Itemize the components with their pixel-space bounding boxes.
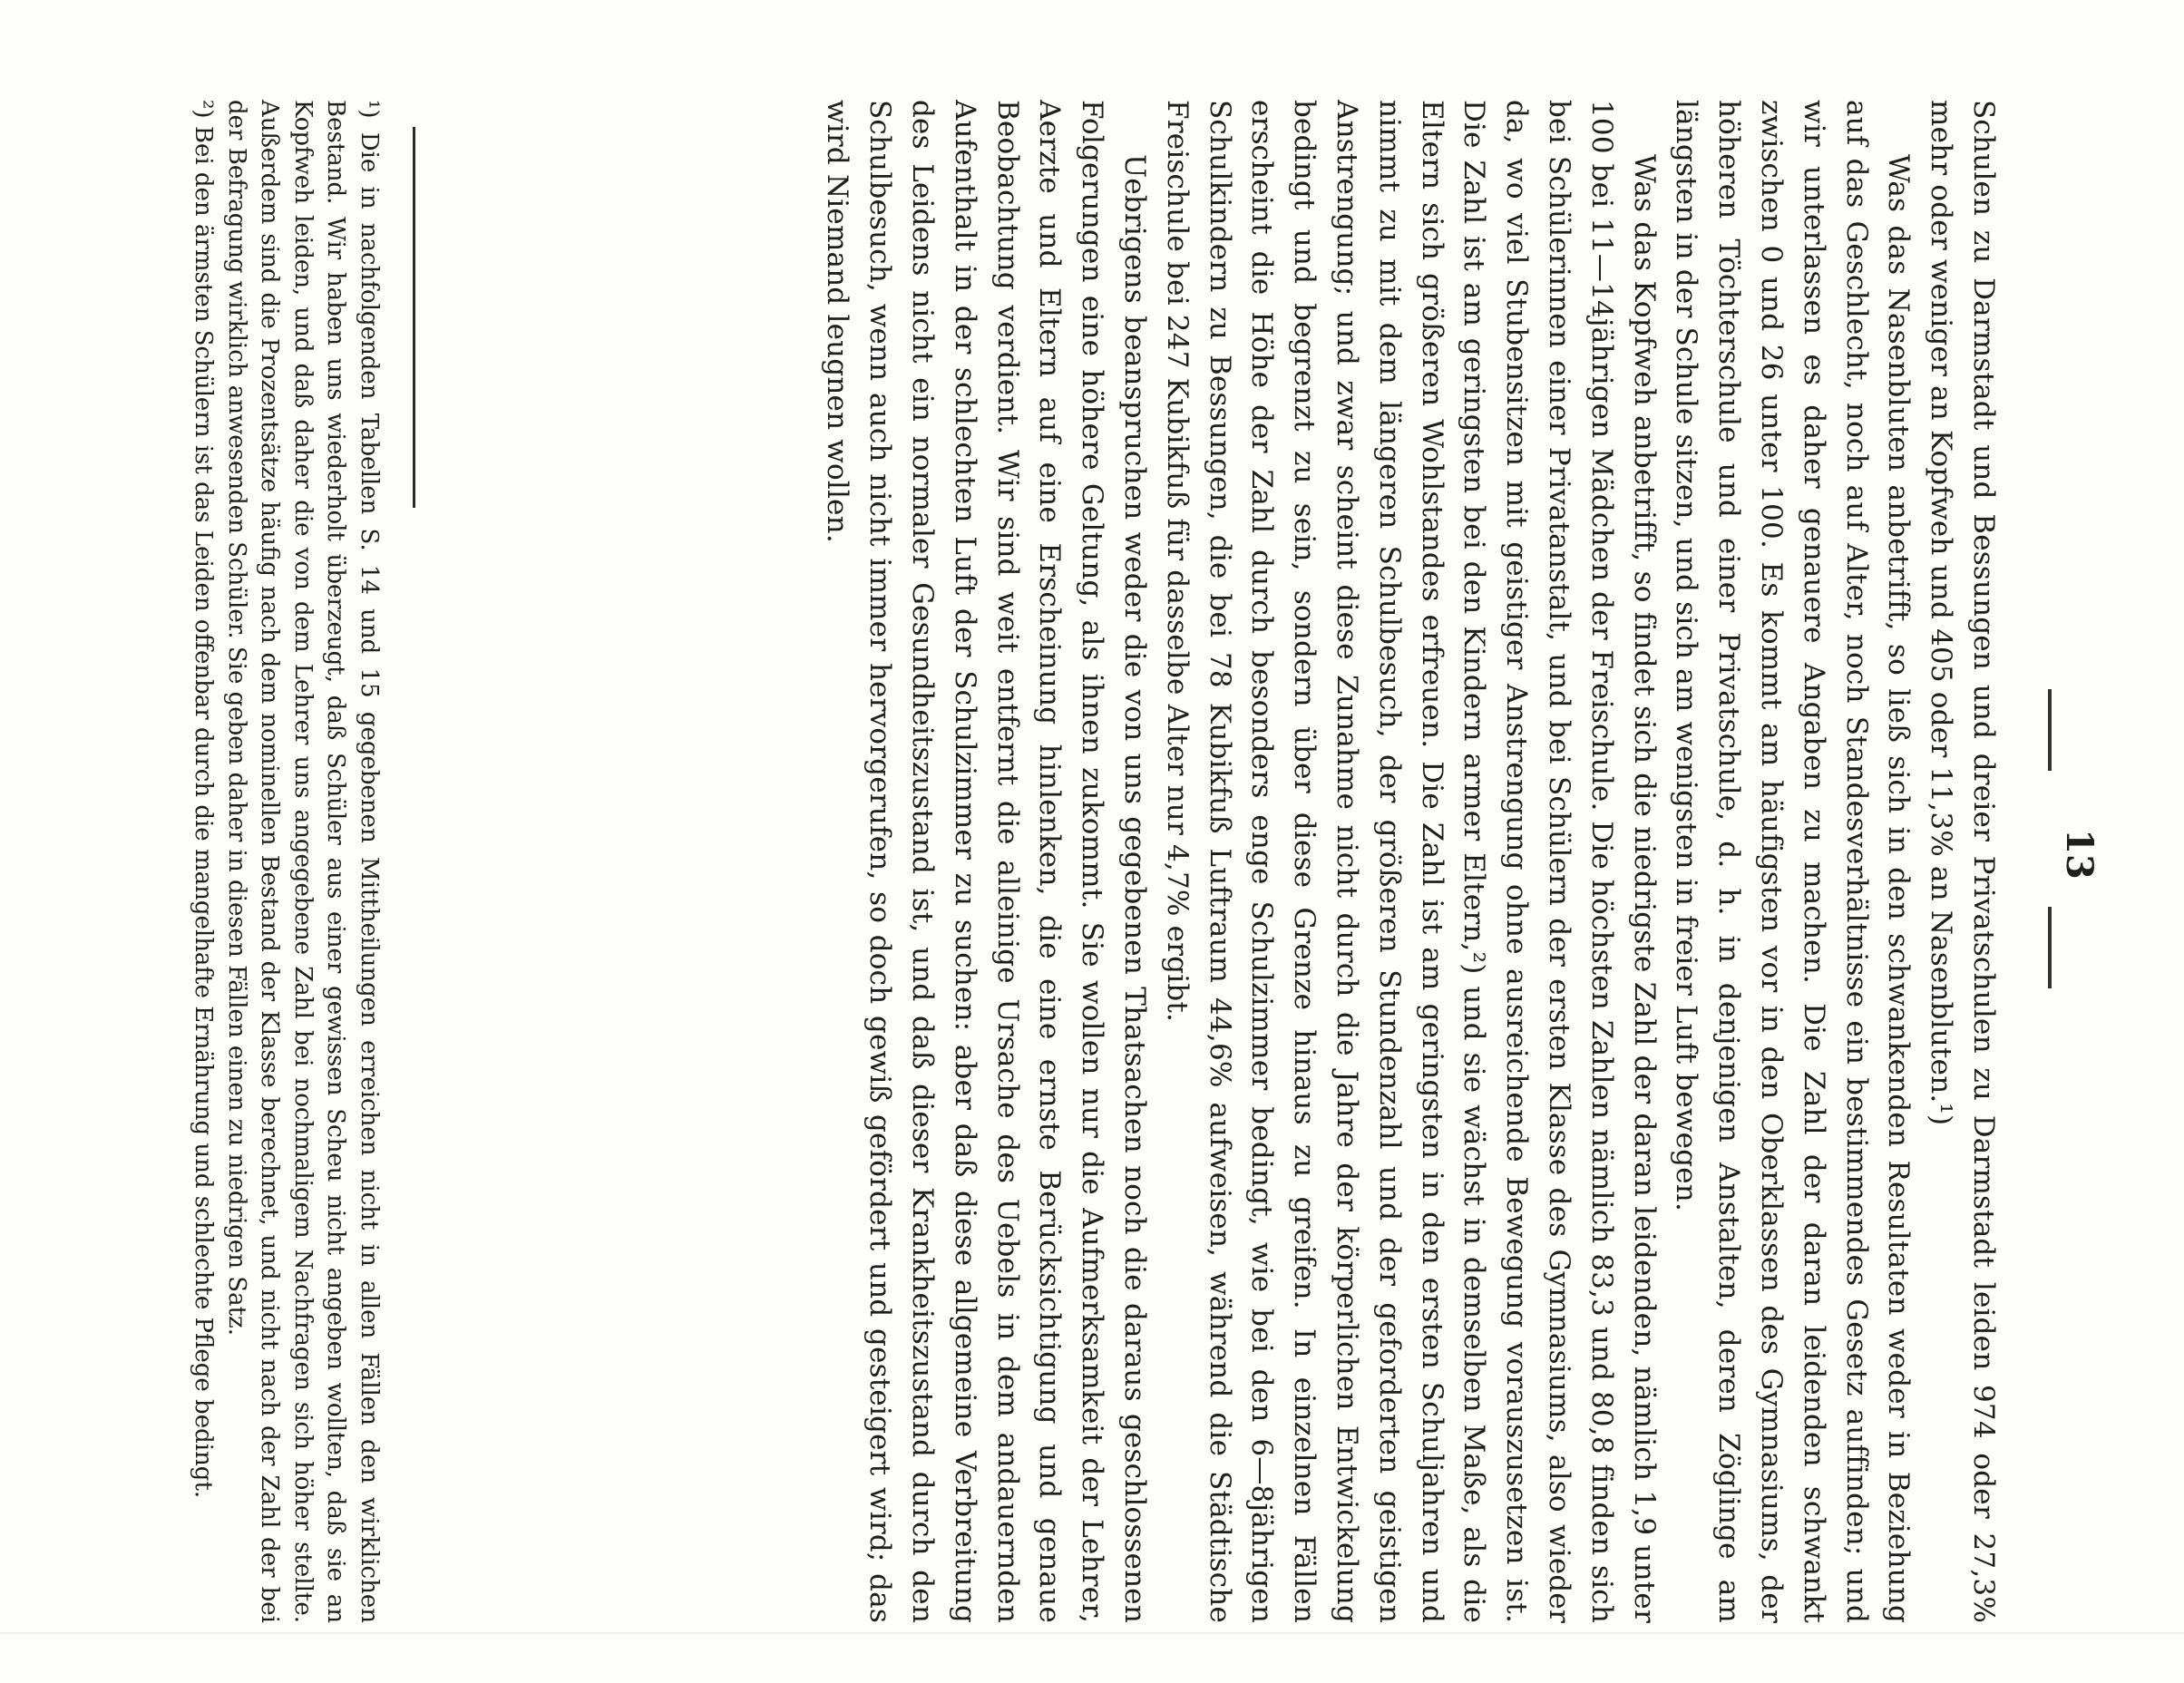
footnote-1: ¹) Die in nachfolgenden Tabellen S. 14 und 15 gegebenen Mittheilungen erreichen nicht in allen Fällen den wirklichen Bestand. Wir haben uns wiederholt überzeugt, daß Schüler aus einer gewissen Scheu nicht angeben wollten, daß sie an Kopfweh leiden, und daß daher die von dem Lehrer uns angegebene Zahl bei nochmaligem Nachfragen sich höher stellte. Außerdem sind die Prozentsätze häufig nach dem nominellen Bestand der Klasse berechnet, und nicht nach der Zahl der bei der Befragung wirklich anwesenden Schüler. Sie geben daher in diesen Fällen einen zu niedrigen Satz. [223,100,383,1623]
page-number-dash-left [2048,907,2052,988]
page-number-dash-right [2048,689,2052,771]
paragraph-3: Was das Kopfweh anbetrifft, so findet sich die niedrigste Zahl der daran leidenden, nämlich 1,9 unter 100 bei 11—14jährigen Mädchen der Freischule. Die höchsten Zahlen nämlich 83,3 und 80,8 finden sich bei Schülerinnen einer Privatanstalt, und bei Schülern der ersten Klasse des Gymnasiums, also wieder da, wo viel Stubensitzen mit geistiger Anstrengung ohne ausreichende Bewegung vorauszusetzen ist. Die Zahl ist am geringsten bei den Kindern armer Eltern,²) und sie wächst in demselben Maße, als die Eltern sich größeren Wohlstandes erfreuen. Die Zahl ist am geringsten in den ersten Schuljahren und nimmt zu mit dem längeren Schulbesuch, der größeren Stundenzahl und der geforderten geistigen Anstrengung; und zwar scheint diese Zunahme nicht durch die Jahre der körperlichen Entwickelung bedingt und begrenzt zu sein, sondern über diese Grenze hinaus zu greifen. In einzelnen Fällen erscheint die Höhe der Zahl durch besonders enge Schulzimmer bedingt, wie bei den 6—8jährigen Schulkindern zu Bessungen, die bei 78 Kubikfuß Luftraum 44,6% aufweisen, während die Städtische Freischule bei 247 Kubikfuß für dasselbe Alter nur 4,7% ergibt. [1160,100,1661,1623]
page-number: 13 [2058,829,2101,880]
body-text [816,100,2004,1623]
footnotes [187,100,385,1623]
paragraph-2: Was das Nasenbluten anbetrifft, so ließ sich in den schwankenden Resultaten weder in Beziehung auf das Geschlecht, noch auf Alter, noch Standesverhältnisse ein bestimmendes Gesetz auffinden; und wir unterlassen es daher genauere Angaben zu machen. Die Zahl der daran leidenden schwankt zwischen 0 und 26 unter 100. Es kommt am häufigsten vor in den Oberklassen des Gymnasiums, der höheren Töchterschule und einer Privatschule, d. h. in denjenigen Anstalten, deren Zöglinge am längsten in der Schule sitzen, und sich am wenigsten in freier Luft bewegen. [1670,100,1916,1623]
paragraph-1: Schulen zu Darmstadt und Bessungen und dreier Privatschulen zu Darmstadt leiden 974 oder 27,3% mehr oder weniger an Kopfweh und 405 oder 11,3% an Nasenbluten.¹) [1925,100,2000,1623]
paragraph-4: Uebrigens beanspruchen weder die von uns gegebenen Thatsachen noch die daraus geschlossenen Folgerungen eine höhere Geltung, als ihnen zukommt. Sie wollen nur die Aufmerksamkeit der Lehrer, Aerzte und Eltern auf eine Erscheinung hinlenken, die eine ernste Berücksichtigung und genaue Beobachtung verdient. Wir sind weit entfernt die alleinige Ursache des Uebels in dem andauernden Aufenthalt in der schlechten Luft der Schulzimmer zu suchen: aber daß diese allgemeine Verbreitung des Leidens nicht ein normaler Gesundheitszustand ist, und daß dieser Krankheitszustand durch den Schulbesuch, wenn auch nicht immer hervorgerufen, so doch gewiß gefördert und gesteigert wird; das wird Niemand leugnen wollen. [821,100,1152,1623]
scan-edge-line [0,1632,2184,1634]
footnote-separator [413,127,415,508]
footnote-2: ²) Bei den ärmsten Schülern ist das Leiden offenbar durch die mangelhafte Ernährung und schlechte Pflege bedingt. [190,100,218,1499]
